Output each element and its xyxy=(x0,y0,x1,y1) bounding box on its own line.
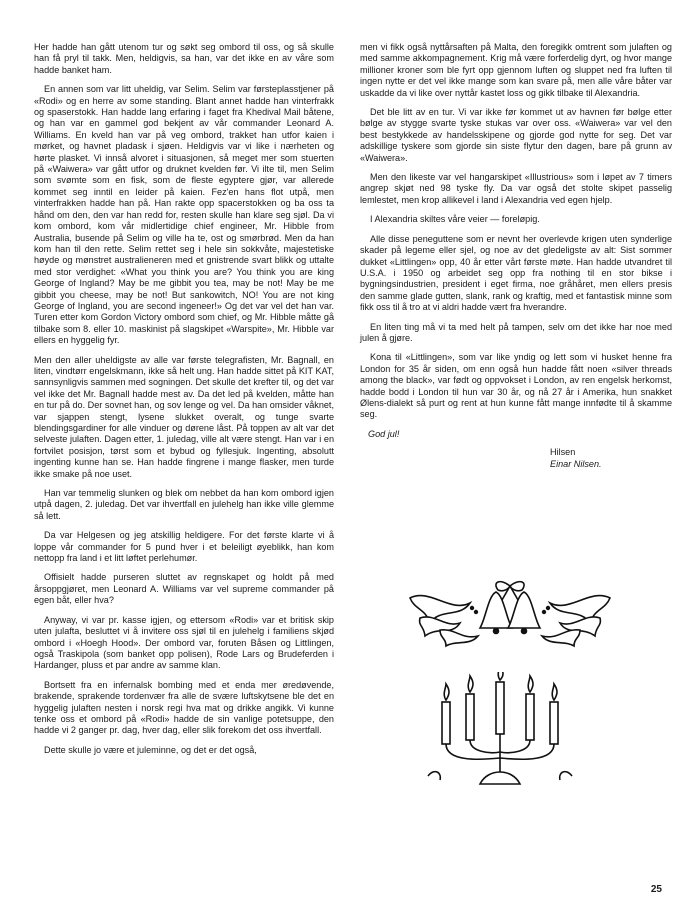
holly-bells-illustration xyxy=(400,578,620,648)
page-number: 25 xyxy=(650,884,662,895)
paragraph: Det ble litt av en tur. Vi var ikke før kommet ut av havnen før bølge etter bølge av stygge svarte tyske stukas var over oss. «Waiwera» var vel den best bestykkede av handelsskipene og gjorde god nytte for seg. Det var adskillige tyskere som gjorde sin siste flytur den dagen, bare på grunn av «Waiwera». xyxy=(360,107,672,163)
author-name: Einar Nilsen. xyxy=(550,459,602,470)
paragraph: men vi fikk også nyttårsaften på Malta, den foregikk omtrent som julaften og med samme akkompagnement. Krig må være forferdelig dyrt, og hvor mange millioner kroner som ble fyrt opp gjennom luften og sluppet ned fra luften til ingen nytte er det vel ikke mange som kan svare på, men alle våre båter var uskadde da vi like over nyttår kastet loss og gikk tilbake til Alexandria. xyxy=(360,42,672,98)
paragraph: I Alexandria skiltes våre veier — foreløpig. xyxy=(370,214,540,225)
signoff: Hilsen xyxy=(550,447,576,458)
paragraph: En annen som var litt uheldig, var Selim. Selim var førsteplasstjener på «Rodi» og en herre av some standing. Blant annet hadde han vinterfrakk og spaserstokk. Han hadde lang erfaring i faget fra Khedival Mail båtene, og han var en gammel god bekjent av vår commander Leonard A. Williams. En kveld han var på veg ombord, trakket han utfor kaien i mørket, og havnet pladask i sjøen. Heldigvis var vi like i nærheten og hørte plasket. Vi innså alvoret i situasjonen, så meget mer som stuerten på «Waiwera» var gått utfor og druknet kvelden før. Vi ilte til, men Selim som svømte som en fisk, som de fleste egyptere gjør, var allerede kommet seg inntil en leider på kaien. Fez'en hans flot utpå, men vinterfrakken hadde han på. Han rakte opp spacerstokken og ba oss ta hånd om den, den var han redd for, resten skulle han klare seg sjøl. Da vi kom ombord, kom vår midlertidige chief engineer, Mr. Hibble from Australia, busende på Selim og ville ha te, ost og smørbrød. Men da han kom han til den rette. Selim rettet seg i hele sin sokkvåte, majestetiske høyde og mønstret australieneren med et gnistrende svart blikk og uttalte med stor verdighet: «What you think you are? You think you are king George of Ingland? May be me gibbit you tea, may be not! May be me gibbit you cheese, may be not! But sankowitch, NO! You are not king George of Ingland, you are second ingeneer!» Og det var vel det han var. Turen etter kom Gordon Victory ombord som chief, og Mr. Hibble måtte gå tilbake som 8. eller 10. maskinist på slagskipet «Warspite», Mr. Hibble var ellers en hyggelig fyr. xyxy=(34,84,334,346)
closing-greeting: God jul! xyxy=(368,428,400,439)
article-column-left xyxy=(34,42,334,764)
paragraph: Alle disse peneguttene som er nevnt her overlevde krigen uten synderlige skader på legeme eller sjel, og noe av det gledeligste av alt: Sist sommer dukket «Littlingen» opp, 40 år etter vårt første møte. Han hadde utvandret til U.S.A. i 1950 og arbeidet seg opp fra nothing til en stor bikse i bygningsindustrien, president i eget firma, noe gråhåret, men ellers presis den samme glade gutten, slank, rank og kraftig, med et fantastisk minne som fikk oss til å tro at vi aldri hadde vært fra hverandre. xyxy=(360,233,672,313)
paragraph: Bortsett fra en infernalsk bombing med et enda mer øredøvende, brakende, sprakende tordenvær fra alle de svære luftskytsene ble det en hyggelig julaften nesten i norsk regi hva mat og drikke angikk. Vi kunne tenke oss et ombord på «Rodi» hadde de sin vanlige potetsuppe, den hadde vi 2 ganger pr. dag, hver dag, eller slik forekom det oss ihvertfall. xyxy=(34,679,334,736)
paragraph: Han var temmelig slunken og blek om nebbet da han kom ombord igjen utpå dagen, 2. juledag. Det var ihvertfall en julehelg han ikke ville glemme så lett. xyxy=(34,488,334,521)
paragraph: Dette skulle jo være et juleminne, og det er det også, xyxy=(44,744,257,755)
paragraph: Anyway, vi var pr. kasse igjen, og ettersom «Rodi» var et britisk skip uten julafta, besluttet vi å invitere oss sjøl til en julehelg i familiens skjød ombord i «Hoegh Hood». Der ombord var, foruten Båsen og Littlingen, også Traskipola (som banket opp polisen), Rode Lars og Brudeferden i Hardanger, pluss et par andre av samme klan. xyxy=(34,614,334,671)
paragraph: Offisielt hadde purseren sluttet av regnskapet og holdt på med årsoppgjøret, men Leonard A. Williams var vel supreme commander på egen båt, eller hva? xyxy=(34,572,334,606)
paragraph: Da var Helgesen og jeg atskillig heldigere. For det første klarte vi å loppe vår commander for 5 pund hver i et beleiligt øyeblikk, han kom nettopp fra land i et litt løftet perlehumør. xyxy=(34,530,334,564)
paragraph: En liten ting må vi ta med helt på tampen, selv om det ikke har noe med julen å gjøre. xyxy=(360,321,672,343)
paragraph: Kona til «Littlingen», som var like yndig og lett som vi husket henne fra London for 35 år siden, om enn også hun hadde fått noen «silver threads among the black», var født og oppvokset i London, av ren engelsk herkomst, hadde bodd i London til hun var 30 år, og nå 27 år i Amerika, hun snakket Ølens-dialekt så purt og rent at hun kunne fått mange innfødte til å skamme seg. xyxy=(360,352,672,420)
article-column-right xyxy=(360,42,672,470)
paragraph: Men den aller uheldigste av alle var første telegrafisten, Mr. Bagnall, en liten, vindtørr engelskmann, ikke så helt ung. Han hadde sittet på KIT KAT, sannsynligvis sammen med sogningen. Det skulle det krefter til, og det var vel ikke det Mr. Bagnall hadde mest av. Da det led på kvelden, måtte han en tur på do. Der sovnet han, og sov lenge og vel. Da han omsider våknet, var sjappen stengt, lysene slukket overalt, og tunge svarte blendingsgardiner for alle vinduer og dørene låst. På toppen av alt var det selveste julaften. Dagen etter, 1. juledag, ville alt være stengt. Han var i en fortvilet posisjon, tørst som et bybud og fyllesjuk. Ingenting, absolutt ingenting kunne han se. Han hadde fingrene i mange flasker, men turde ikke smake på noe uset. xyxy=(34,354,334,479)
paragraph: Her hadde han gått utenom tur og søkt seg ombord til oss, og så skulle han få pryl til takk. Men, heldigvis, sa han, var det ikke en av våre som hadde banket ham. xyxy=(34,42,334,75)
candelabra-illustration xyxy=(420,672,580,792)
paragraph: Men den likeste var vel hangarskipet «Illustrious» som i løpet av 7 timers angrep skjøt ned 98 tyske fly. Da var også det stolte skipet passelig lemlestet, men krop allikevel i land i Alexandria ved egen hjelp. xyxy=(360,172,672,205)
signature-block xyxy=(550,446,672,470)
